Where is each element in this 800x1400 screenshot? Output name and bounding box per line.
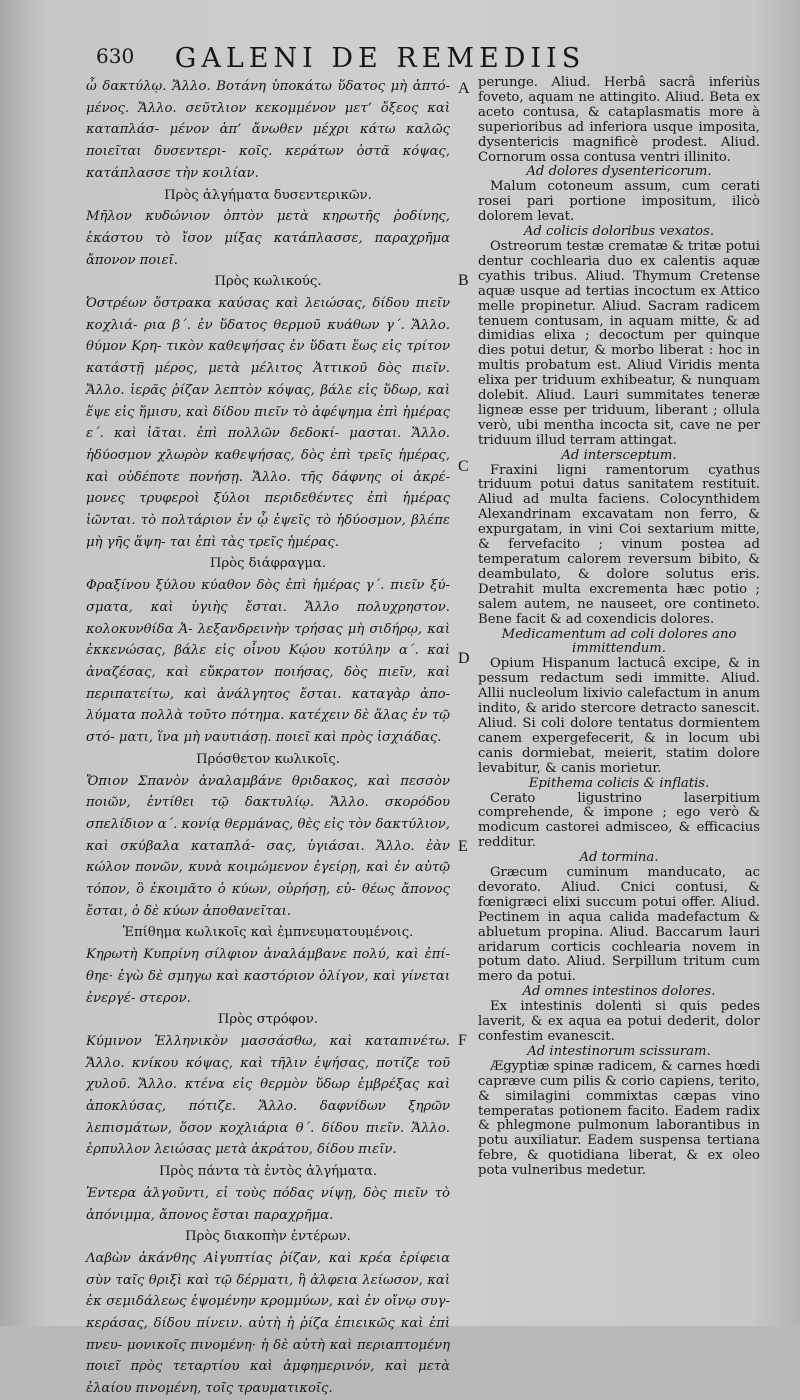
margin-letter: A [458, 80, 470, 97]
latin-paragraph: perunge. Aliud. Herbâ sacrâ inferiùs foveto, aquam ne attingito. Aliud. Beta ex aceto contusa, & cataplasmatis more à superioribus ad inferiora usque imposita, dysentericis magnificè prodest. Aliud. Cornorum ossa contusa ventri illinito. [478, 75, 760, 165]
greek-heading: Ἐπίθημα κωλικοῖς καὶ ἐμπνευματουμένοις. [122, 925, 414, 941]
latin-heading: Ad dolores dysentericorum. [526, 164, 712, 180]
latin-heading: Medicamentum ad coli dolores ano immittendum. [501, 626, 737, 657]
greek-paragraph: Κύμινον Ἑλληνικὸν μασσάσθω, καὶ καταπινέτω. Ἄλλο. κνίκου κόψας, καὶ τῆλιν ἑψήσας, ποτίζε τοῦ χυλοῦ. Ἄλλο. κτένα εἰς θερμὸν ὕδωρ ἐμβρέξας καὶ ἀποκλύσας, πότιζε. Ἄλλο. δαφνίδων ξηρῶν λεπισμάτων, ὅσον κοχλιάρια θ΄. δίδου πιεῖν. Ἄλλο. ἑρπυλλον λειώσας μετὰ ἀκράτου, δίδου πιεῖν. [86, 1033, 450, 1158]
greek-paragraph: ὦ δακτύλῳ. Ἄλλο. Βοτάνη ὑποκάτω ὕδατος μὴ ἀπτό- μένος. Ἄλλο. σεῦτλιον κεκομμένον μετ’ ὄξεος καὶ καταπλάσ- μένον ἀπ’ ἄνωθεν μέχρι κάτω καλῶς ποιεῖται δυσεντερι- κοῖς. κεράτων ὀστᾶ κόψας, κατάπλασσε τὴν κοιλίαν. [86, 79, 450, 181]
running-title: GALENI DE REMEDIIS [174, 43, 586, 74]
greek-paragraph: Φραξίνου ξύλου κύαθον δὸς ἐπὶ ἡμέρας γ΄. πιεῖν ξύ- σματα, καὶ ὑγιὴς ἔσται. Ἄλλο πολυχρηστον. κολοκυνθίδα Ἀ- λεξανδρεινὴν τρήσας μὴ σιδήρῳ, καὶ ἐκκενώσας, βάλε εἰς οἶνου Κῴου κοτύλην α΄. καὶ ἀναζέσας, καὶ εὔκρατον ποιήσας, δὸς πιεῖν, καὶ περιπατείτω, καὶ ἀνάλγητος ἔσται. καταγὰρ ἀπο- λύματα πολλὰ τοῦτο πότημα. κατέχειν δὲ ἅλας ἐν τῷ στό- ματι, ἵνα μὴ ναυτιάσῃ. ποιεῖ καὶ πρὸς ἰσχιάδας. [86, 578, 450, 746]
latin-heading: Ad intestinorum scissuram. [527, 1043, 711, 1059]
latin-paragraph: Opium Hispanum lactucâ excipe, & in pessum redactum sedi immitte. Aliud. Allii nucleolum lixivio calefactum in anum indito, & arido stercore detracto sanescit. Aliud. Si coli dolore tentatus dormientem canem expergefecerit, & in locum ubi canis dormiebat, meierit, statim dolore levabitur, & canis morietur. [478, 656, 760, 776]
greek-paragraph: Ἐντερα ἀλγοῦντι, εἰ τοὺς πόδας νίψῃ, δὸς πιεῖν τὸ ἀπόνιμμα, ἄπονος ἔσται παραχρῆμα. [86, 1185, 450, 1223]
greek-heading: Πρὸς πάντα τὰ ἐντὸς ἀλγήματα. [159, 1164, 377, 1180]
latin-paragraph: Malum cotoneum assum, cum cerati rosei pari portione impositum, ilicò dolorem levat. [478, 179, 760, 225]
margin-letter: E [458, 838, 468, 855]
latin-heading: Epithema colicis & inflatis. [528, 775, 710, 791]
greek-heading: Πρὸς στρόφον. [217, 1012, 319, 1028]
margin-letter: F [458, 1032, 467, 1049]
latin-paragraph: Ex intestinis dolenti si quis pedes laverit, & ex aqua ea potui dederit, dolor confestim evanescit. [478, 999, 760, 1044]
latin-paragraph: Fraxini ligni ramentorum cyathus triduum potui datus sanitatem restituit. Aliud ad multa faciens. Colocynthidem Alexandrinam excavatam non ferro, & expurgatam, in vini Coi sextarium mitte, & fervefacito ; vinum postea ad temperatum calorem reversum bibito, & deambulato, & dolore solutus eris. Detrahit multa excrementa hæc potio ; salem autem, ne nauseet, ore contineto. Bene facit & ad coxendicis dolores. [478, 462, 760, 627]
margin-letter: C [458, 458, 469, 475]
greek-paragraph: Μῆλον κυδώνιον ὀπτὸν μετὰ κηρωτῆς ῥοδίνης, ἑκάστου τὸ ἴσον μίξας κατάπλασσε, παραχρῆμα ἄπονον ποιεῖ. [86, 209, 450, 268]
latin-paragraph: Ægyptiæ spinæ radicem, & carnes hœdi capræve cum pilis & corio capiens, terito, & similagini commixtas cæpas vino temperatas potionem facito. Eadem radix & phlegmone pulmonum laborantibus in potu auxiliatur. Eadem suspensa tertiana febre, & quotidiana liberat, & ex oleo pota vulneribus medetur. [478, 1058, 760, 1179]
greek-paragraph: Λαβὼν ἀκάνθης Αἰγυπτίας ῥίζαν, καὶ κρέα ἐρίφεια σὺν ταῖς θριξὶ καὶ τῷ δέρματι, ἢ ἀλφεια λείωσον, καὶ ἐκ σεμιδάλεως ἑψομένην κρομμύων, καὶ ἐν οἴνῳ συγ- κεράσας, δίδου πίνειν. αὐτὴ ἡ ῥίζα ἐπιεικῶς καὶ ἐπὶ πνευ- μονικοῖς πινομένη· ἡ δὲ αὐτὴ καὶ περιαπτομένη ποιεῖ πρὸς τεταρτίου καὶ ἀμφημερινόν, καὶ μετὰ ἐλαίου πινομένη, τοῖς τραυματικοῖς. [86, 1250, 450, 1397]
greek-paragraph: Ὄπιον Σπανὸν ἀναλαμβάνε θριδακος, καὶ πεσσὸν ποιῶν, ἐντίθει τῷ δακτυλίῳ. Ἄλλο. σκορόδου σπελίδιον α΄. κονίᾳ θερμάνας, θὲς εἰς τὸν δακτύλιον, καὶ σκύβαλα καταπλά- σας, ὑγιάσαι. Ἄλλο. ἐὰν κώλον πονῶν, κυνὰ κοιμώμενον ἐγείρῃ, καὶ ἐν αὐτῷ τόπον, ὃ ἐκοιμᾶτο ὁ κύων, οὐρήσῃ, εὐ- θέως ἄπονος ἔσται, ὁ δὲ κύων ἀποθανεῖται. [86, 773, 450, 919]
latin-heading: Ad omnes intestinos dolores. [522, 984, 716, 1000]
latin-paragraph: Cerato ligustrino laserpitium comprehende, & impone ; ego verò & modicum castorei admisceo, & efficacius redditur. [478, 790, 760, 851]
greek-heading: Πρὸς διάφραγμα. [209, 556, 327, 572]
page-number: 630 [96, 44, 135, 68]
margin-letter: D [458, 650, 470, 667]
margin-letter: B [458, 272, 469, 289]
greek-column [86, 76, 450, 1400]
latin-paragraph: Græcum cuminum manducato, ac devorato. Aliud. Cnici contusi, & fœnigræci elixi succum potui offer. Aliud. Pectinem in aqua calida madefactum & abluetum propina. Aliud. Baccarum lauri aridarum corticis cochlearia novem in potum dato. Aliud. Serpillum tritum cum mero da potui. [478, 865, 760, 985]
greek-heading: Πρὸς διακοπὴν ἐντέρων. [185, 1229, 351, 1245]
greek-heading: Πρὸς ἀλγήματα δυσεντερικῶν. [164, 187, 372, 203]
greek-heading: Πρὸς κωλικούς. [214, 274, 322, 290]
latin-heading: Ad colicis doloribus vexatos. [523, 224, 715, 240]
latin-column [478, 76, 760, 1179]
greek-heading: Πρόσθετον κωλικοῖς. [196, 751, 340, 767]
greek-paragraph: Κηρωτὴ Κυπρίνη σίλφιον ἀναλάμβανε πολύ, καὶ ἐπί- θηε· ἐγὼ δὲ σμηγω καὶ καστόριον ὀλίγον, καὶ γίνεται ἐνεργέ- στερον. [86, 947, 450, 1006]
latin-heading: Ad intersceptum. [561, 447, 677, 463]
latin-heading: Ad tormina. [579, 850, 659, 866]
greek-paragraph: Ὀστρέων ὄστρακα καύσας καὶ λειώσας, δίδου πιεῖν κοχλιά- ρια β΄. ἐν ὕδατος θερμοῦ κυάθων γ΄. Ἄλλο. θύμον Κρη- τικὸν καθεψήσας ἐν ὕδατι ἕως εἰς τρίτον κατάστῇ μέρος, μετὰ μέλιτος Ἀττικοῦ δὸς πιεῖν. Ἄλλο. ἱερᾶς ῥίζαν λεπτὸν κόψας, βάλε εἰς ὕδωρ, καὶ ἕψε εἰς ἥμισυ, καὶ δίδου πιεῖν τὸ ἀφέψημα ἐπὶ ἡμέρας ε΄. καὶ ἰᾶται. ἐπὶ πολλῶν δεδοκί- μασται. Ἄλλο. ἡδύοσμον χλωρὸν καθεψήσας, δὸς ἐπὶ τρεῖς ἡμέρας, καὶ οὐδέποτε πονήσῃ. Ἄλλο. τῆς δάφνης οἱ ἀκρέ- μονες τρυφεροὶ ξύλοι περιδεθέντες ἐπὶ ἡμέρας ἰῶνται. τὸ πολτάριον ἐν ᾧ ἑψεῖς τὸ ἡδύοσμον, βλέπε μὴ γῆς ἅψη- ται ἐπὶ τὰς τρεῖς ἡμέρας. [86, 296, 450, 550]
latin-paragraph: Ostreorum testæ crematæ & tritæ potui dentur cochlearia duo ex calentis aquæ cyathis tribus. Aliud. Thymum Cretense aquæ usque ad tertias incoctum ex Attico melle propinetur. Aliud. Sacram radicem tenuem contusam, in aquam mitte, & ad dimidias elixa ; decoctum per quinque dies potui detur, & morbo liberat : hoc in multis probatum est. Aliud Viridis menta elixa per triduum exhibeatur, & nunquam dolebit. Aliud. Lauri summitates teneræ ligneæ esse per triduum, liberant ; ollula verò, ubi mentha incocta sit, cave ne per triduum illud terram attingat. [478, 238, 760, 448]
